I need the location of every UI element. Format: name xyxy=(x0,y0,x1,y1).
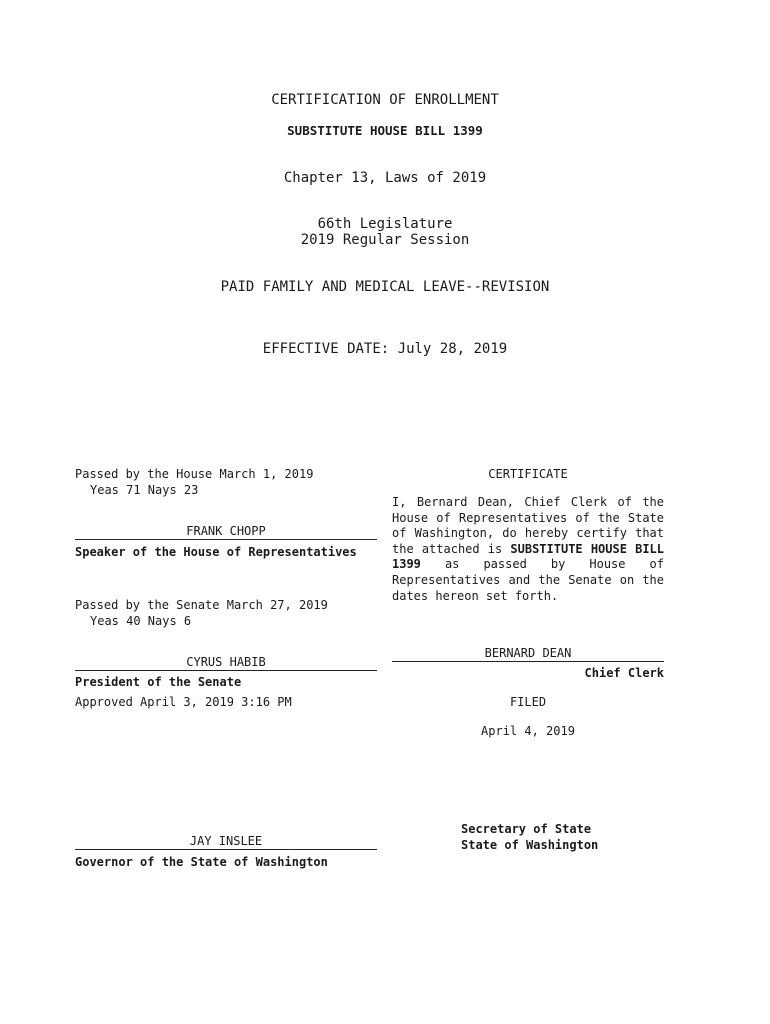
approved-line: Approved April 3, 2019 3:16 PM xyxy=(75,695,292,709)
president-signature-line xyxy=(75,670,377,671)
governor-name: JAY INSLEE xyxy=(189,834,263,848)
bill-title: SUBSTITUTE HOUSE BILL 1399 xyxy=(287,123,483,138)
clerk-signature-line xyxy=(392,661,664,662)
speaker-name: FRANK CHOPP xyxy=(186,524,266,538)
certificate-text-start: I, Bernard Dean, Chief Clerk of the House of Representatives of the State of Washington, do hereby certify that the attached is xyxy=(392,495,664,556)
chapter-line: Chapter 13, Laws of 2019 xyxy=(283,170,487,186)
certification-title: CERTIFICATION OF ENROLLMENT xyxy=(271,92,499,108)
house-votes: Yeas 71 Nays 23 xyxy=(90,483,199,497)
certificate-body xyxy=(392,495,664,604)
clerk-name: BERNARD DEAN xyxy=(484,646,572,660)
filed-label: FILED xyxy=(509,695,547,709)
senate-votes: Yeas 40 Nays 6 xyxy=(90,614,192,628)
governor-signature-line xyxy=(75,849,377,850)
certificate-bill-name: SUBSTITUTE HOUSE BILL 1399 xyxy=(392,541,664,572)
speaker-title: Speaker of the House of Representatives xyxy=(75,545,357,559)
clerk-title: Chief Clerk xyxy=(584,666,664,680)
session-line: 2019 Regular Session xyxy=(300,232,470,248)
certificate-heading: CERTIFICATE xyxy=(488,467,568,481)
secretary-of-state: Secretary of State xyxy=(461,822,592,836)
certificate-text-end: as passed by House of Representatives and the Senate on the dates hereon set forth. xyxy=(392,557,664,603)
filed-date: April 4, 2019 xyxy=(481,724,575,738)
house-passed-line: Passed by the House March 1, 2019 xyxy=(75,467,314,481)
state-of-washington: State of Washington xyxy=(461,838,599,852)
legislature-line: 66th Legislature xyxy=(317,216,453,232)
president-name: CYRUS HABIB xyxy=(186,655,266,669)
president-title: President of the Senate xyxy=(75,675,242,689)
speaker-signature-line xyxy=(75,539,377,540)
senate-passed-line: Passed by the Senate March 27, 2019 xyxy=(75,598,328,612)
effective-date: EFFECTIVE DATE: July 28, 2019 xyxy=(262,341,508,357)
bill-subject: PAID FAMILY AND MEDICAL LEAVE--REVISION xyxy=(220,279,550,295)
governor-title: Governor of the State of Washington xyxy=(75,855,328,869)
